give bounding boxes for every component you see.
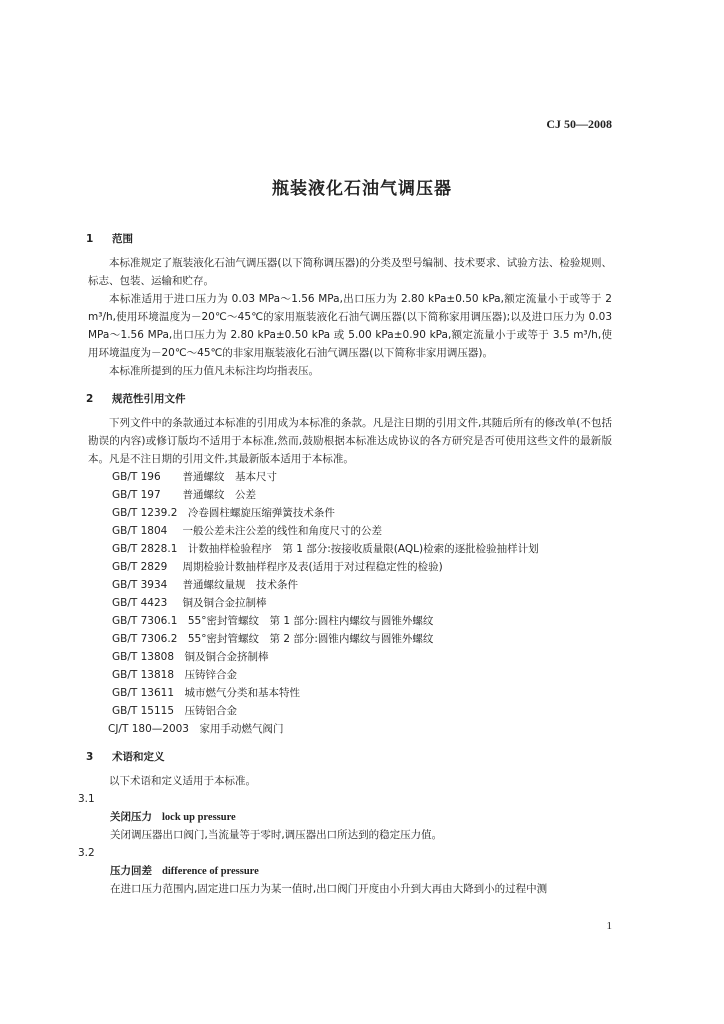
reference-item (112, 486, 612, 504)
reference-item (112, 576, 612, 594)
reference-item (112, 594, 612, 612)
section-heading (86, 228, 612, 250)
page-number: 1 (606, 920, 612, 932)
reference-name: 铜及铜合金挤制棒 (184, 651, 269, 663)
reference-item (108, 720, 612, 738)
section-number: 3 (86, 751, 94, 763)
reference-name: 城市燃气分类和基本特性 (184, 687, 301, 699)
reference-name: 普通螺纹量规 技术条件 (182, 579, 298, 591)
term-chinese: 关闭压力 (110, 811, 152, 823)
reference-name: 压铸锌合金 (184, 669, 238, 681)
reference-item (112, 684, 612, 702)
clause-number: 3.2 (78, 847, 95, 859)
term-entry (110, 862, 612, 880)
section-number: 2 (86, 393, 94, 405)
reference-name: 冷卷圆柱螺旋压缩弹簧技术条件 (187, 507, 335, 519)
reference-code: CJ/T 180—2003 (108, 723, 189, 735)
reference-code: GB/T 7306.1 (112, 615, 178, 627)
term-entry (110, 808, 612, 826)
reference-name: 铜及铜合金拉制棒 (182, 597, 267, 609)
reference-code: GB/T 197 (112, 489, 161, 501)
section-heading (86, 388, 612, 410)
reference-item (112, 558, 612, 576)
section-title: 范围 (112, 233, 133, 245)
reference-code: GB/T 1804 (112, 525, 168, 537)
reference-item (112, 612, 612, 630)
document-title: 瓶装液化石油气调压器 (272, 179, 452, 199)
reference-name: 计数抽样检验程序 第 1 部分:按接收质量限(AQL)检索的逐批检验抽样计划 (187, 543, 539, 555)
reference-name: 55°密封管螺纹 第 2 部分:圆锥内螺纹与圆锥外螺纹 (187, 633, 434, 645)
section-title: 术语和定义 (112, 751, 165, 763)
reference-code: GB/T 13611 (112, 687, 175, 699)
section-heading (86, 746, 612, 768)
reference-item (112, 522, 612, 540)
reference-name: 一般公差未注公差的线性和角度尺寸的公差 (182, 525, 382, 537)
term-chinese: 压力回差 (110, 865, 152, 877)
reference-name: 55°密封管螺纹 第 1 部分:圆柱内螺纹与圆锥外螺纹 (187, 615, 434, 627)
reference-item (112, 666, 612, 684)
paragraph: 本标准规定了瓶装液化石油气调压器(以下简称调压器)的分类及型号编制、技术要求、试验方法、检验规则、标志、包装、运输和贮存。 (88, 257, 612, 287)
reference-name: 普通螺纹 公差 (182, 489, 256, 501)
reference-name: 周期检验计数抽样程序及表(适用于对过程稳定性的检验) (182, 561, 443, 573)
term-definition: 在进口压力范围内,固定进口压力为某一值时,出口阀门开度由小升到大再由大降到小的过程中测 (110, 883, 548, 895)
paragraph: 本标准适用于进口压力为 0.03 MPa～1.56 MPa,出口压力为 2.80 kPa±0.50 kPa,额定流量小于或等于 2 m³/h,使用环境温度为－20℃～45℃的家用瓶装液化石油气调压器(以下简称家用调压器);以及进口压力为 0.03 MPa～1.56 MPa,出口压力为 2.80 kPa±0.50 kPa 或 5.00 kPa±0.90 kPa,额定流量小于或等于 3.5 m³/h,使用环境温度为－20℃～45℃的非家用瓶装液化石油气调压器(以下简称非家用调压器)。 (88, 293, 612, 359)
reference-name: 家用手动燃气阀门 (199, 723, 284, 735)
reference-item (112, 630, 612, 648)
reference-code: GB/T 2828.1 (112, 543, 178, 555)
reference-item (112, 504, 612, 522)
clause-number: 3.1 (78, 793, 95, 805)
reference-code: GB/T 4423 (112, 597, 168, 609)
reference-code: GB/T 13808 (112, 651, 175, 663)
reference-item (112, 702, 612, 720)
paragraph: 下列文件中的条款通过本标准的引用成为本标准的条款。凡是注日期的引用文件,其随后所有的修改单(不包括勘误的内容)或修订版均不适用于本标准,然而,鼓励根据本标准达成协议的各方研究是否可使用这些文件的最新版本。凡是不注日期的引用文件,其最新版本适用于本标准。 (88, 417, 612, 465)
reference-item (112, 468, 612, 486)
section-number: 1 (86, 233, 94, 245)
reference-code: GB/T 1239.2 (112, 507, 178, 519)
reference-name: 普通螺纹 基本尺寸 (182, 471, 277, 483)
reference-code: GB/T 2829 (112, 561, 168, 573)
reference-code: GB/T 13818 (112, 669, 175, 681)
reference-code: GB/T 3934 (112, 579, 168, 591)
reference-name: 压铸铝合金 (184, 705, 238, 717)
standard-code: CJ 50—2008 (546, 117, 612, 131)
reference-code: GB/T 7306.2 (112, 633, 178, 645)
document-body (78, 228, 612, 898)
paragraph: 以下术语和定义适用于本标准。 (109, 775, 256, 787)
term-english: difference of pressure (162, 866, 259, 877)
term-definition: 关闭调压器出口阀门,当流量等于零时,调压器出口所达到的稳定压力值。 (110, 829, 443, 841)
section-title: 规范性引用文件 (112, 393, 186, 405)
reference-item (112, 648, 612, 666)
paragraph: 本标准所提到的压力值凡未标注均均指表压。 (109, 365, 319, 377)
reference-code: GB/T 196 (112, 471, 161, 483)
reference-code: GB/T 15115 (112, 705, 175, 717)
reference-item (112, 540, 612, 558)
reference-list (108, 468, 612, 738)
term-english: lock up pressure (162, 812, 236, 823)
